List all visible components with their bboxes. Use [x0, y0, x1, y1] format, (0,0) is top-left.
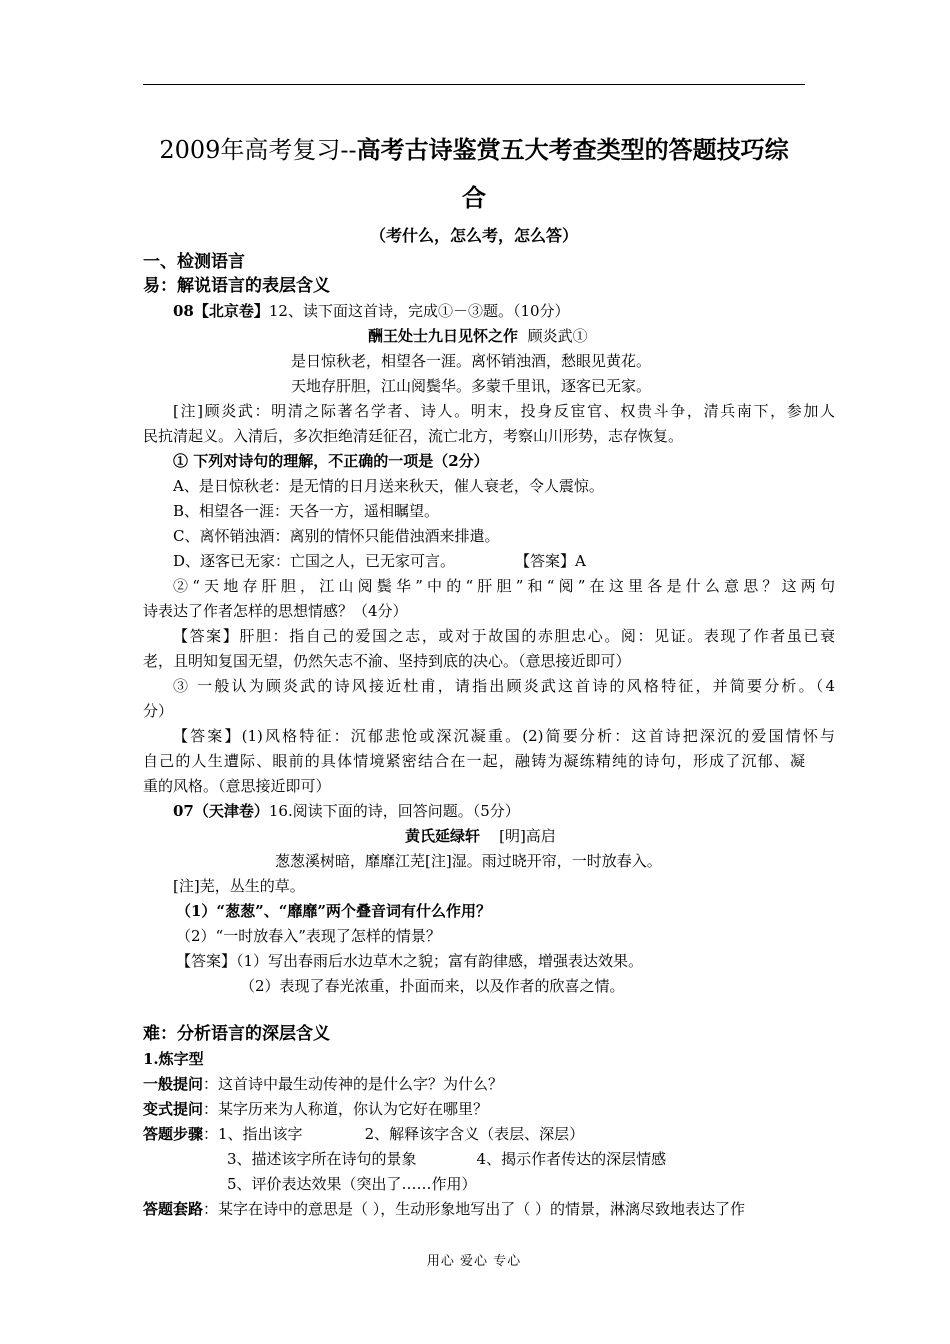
- step4: 4、揭示作者传达的深层情感: [476, 1150, 667, 1168]
- q07-answer1: （1）写出春雨后水边草木之貌；富有韵律感，增强表达效果。: [236, 952, 644, 970]
- q08-poem-author: 顾炎武①: [527, 327, 588, 345]
- variant-text: ：某字历来为人称道，你认为它好在哪里？: [203, 1100, 489, 1118]
- q08-option-b: B、相望各一涯：天各一方，遥相瞩望。: [173, 502, 440, 520]
- q08-tag: 08【北京卷】: [173, 302, 269, 320]
- q08-poem-line2: 天地存肝胆，江山阅鬓华。多蒙千里讯，逐客已无家。: [291, 377, 652, 395]
- lianzi-heading: 1.炼字型: [143, 1050, 204, 1068]
- q08-option-d: D、逐客已无家：亡国之人，已无家可言。: [173, 552, 456, 570]
- q07-poem-title: 黄氏延绿轩: [405, 827, 481, 845]
- q08-question1: ① 下列对诗句的理解，不正确的一项是（2分）: [173, 452, 489, 470]
- q07-question1: （1）“葱葱”、“靡靡”两个叠音词有什么作用？: [176, 902, 491, 920]
- title-year: 2009年高考复习--: [159, 136, 357, 164]
- q08-answer1: 【答案】A: [515, 552, 586, 570]
- section-heading: 一、检测语言: [143, 252, 245, 272]
- q08-poem-heading: [368, 324, 588, 348]
- header-rule: [143, 84, 805, 85]
- q08-answer3-line1: 【答案】(1)风格特征：沉郁悲怆或深沉凝重。(2)简要分析：这首诗把深沉的爱国情怀与: [173, 727, 835, 745]
- step1: ：1、指出该字: [203, 1125, 303, 1143]
- q08-question2-line2: 诗表达了作者怎样的思想情感？（4分）: [143, 602, 408, 620]
- hard-heading: 难：分析语言的深层含义: [143, 1024, 330, 1044]
- formula-label: 答题套路: [143, 1200, 204, 1218]
- variant-question: [143, 1097, 805, 1121]
- step2: 2、解释该字含义（表层、深层）: [364, 1125, 585, 1143]
- steps-label: 答题步骤: [143, 1125, 204, 1143]
- q07-text: 16.阅读下面的诗，回答问题。（5分）: [268, 802, 520, 820]
- answer-steps-row1: [143, 1122, 805, 1146]
- page-footer: 用心 爱心 专心: [426, 1254, 522, 1269]
- q08-poem-line1: 是日惊秋老，相望各一涯。离怀销浊酒，愁眼见黄花。: [291, 352, 652, 370]
- answer-formula: [143, 1197, 805, 1221]
- step5: 5、评价表达效果（突出了……作用）: [227, 1175, 477, 1193]
- general-text: ：这首诗中最生动传神的是什么字？为什么？: [203, 1075, 504, 1093]
- q08-answer2-line2: 老，且明知复国无望，仍然矢志不渝、坚持到底的决心。（意思接近即可）: [143, 652, 631, 670]
- q08-option-a: A、是日惊秋老：是无情的日月送来秋天，催人衰老，令人震惊。: [173, 477, 604, 495]
- q07-answer-label: 【答案】: [176, 952, 237, 970]
- q07-answer2: （2）表现了春光浓重，扑面而来，以及作者的欣喜之情。: [240, 977, 625, 995]
- variant-label: 变式提问: [143, 1100, 204, 1118]
- q08-text: 12、读下面这首诗，完成①－③题。（10分）: [268, 302, 570, 320]
- easy-heading: 易：解说语言的表层含义: [143, 276, 330, 296]
- q08-answer2-line1: 【答案】肝胆：指自己的爱国之志，或对于故国的赤胆忠心。阅：见证。表现了作者虽已衰: [173, 627, 835, 645]
- page-title-line1: [143, 128, 805, 172]
- q07-note: [注]芜，丛生的草。: [173, 877, 305, 895]
- q07-question2: （2）“一时放春入”表现了怎样的情景？: [176, 927, 441, 945]
- q08-option-c: C、离怀销浊酒：离别的情怀只能借浊酒来排遣。: [173, 527, 500, 545]
- q08-answer3-line2: 自己的人生遭际、眼前的具体情境紧密结合在一起，融铸为凝练精纯的诗句，形成了沉郁、凝: [143, 752, 805, 770]
- q07-poem-author: [明]高启: [499, 827, 556, 845]
- formula-text: ：某字在诗中的意思是（ ），生动形象地写出了（ ）的情景，淋漓尽致地表达了作: [203, 1200, 746, 1218]
- q08-note-line1: [注]顾炎武：明清之际著名学者、诗人。明末，投身反宦官、权贵斗争，清兵南下，参加人: [173, 402, 835, 420]
- page-title-line2: [143, 176, 805, 220]
- general-label: 一般提问: [143, 1075, 204, 1093]
- title-main-2: 合: [462, 183, 486, 212]
- q08-poem-title: 酬王处士九日见怀之作: [368, 327, 519, 345]
- q08-answer3-line3: 重的风格。（意思接近即可）: [143, 777, 331, 795]
- general-question: [143, 1072, 805, 1096]
- q07-answer-row: [176, 949, 643, 973]
- title-main-1: 高考古诗鉴赏五大考查类型的答题技巧综: [356, 135, 789, 164]
- q08-option-d-row: [143, 549, 835, 573]
- q08-question3-line1: ③ 一般认为顾炎武的诗风接近杜甫，请指出顾炎武这首诗的风格特征，并简要分析。（4: [173, 677, 835, 695]
- q08-intro: [143, 299, 835, 323]
- page-subtitle: （考什么，怎么考，怎么答）: [369, 226, 578, 245]
- q07-poem-heading: [405, 824, 556, 848]
- q07-tag: 07（天津卷）: [173, 802, 269, 820]
- answer-steps-row2: [227, 1147, 666, 1171]
- q08-note-line2: 民抗清起义。入清后，多次拒绝清廷征召，流亡北方，考察山川形势，志存恢复。: [143, 427, 684, 445]
- q07-intro: [143, 799, 835, 823]
- step3: 3、描述该字所在诗句的景象: [227, 1150, 417, 1168]
- q07-poem-line: 葱葱溪树暗，靡靡江芜[注]湿。雨过晓开帘，一时放春入。: [275, 852, 662, 870]
- q08-question2-line1: ②“天地存肝胆，江山阅鬓华”中的“肝胆”和“阅”在这里各是什么意思？这两句: [173, 577, 835, 595]
- q08-question3-line2: 分）: [143, 702, 174, 720]
